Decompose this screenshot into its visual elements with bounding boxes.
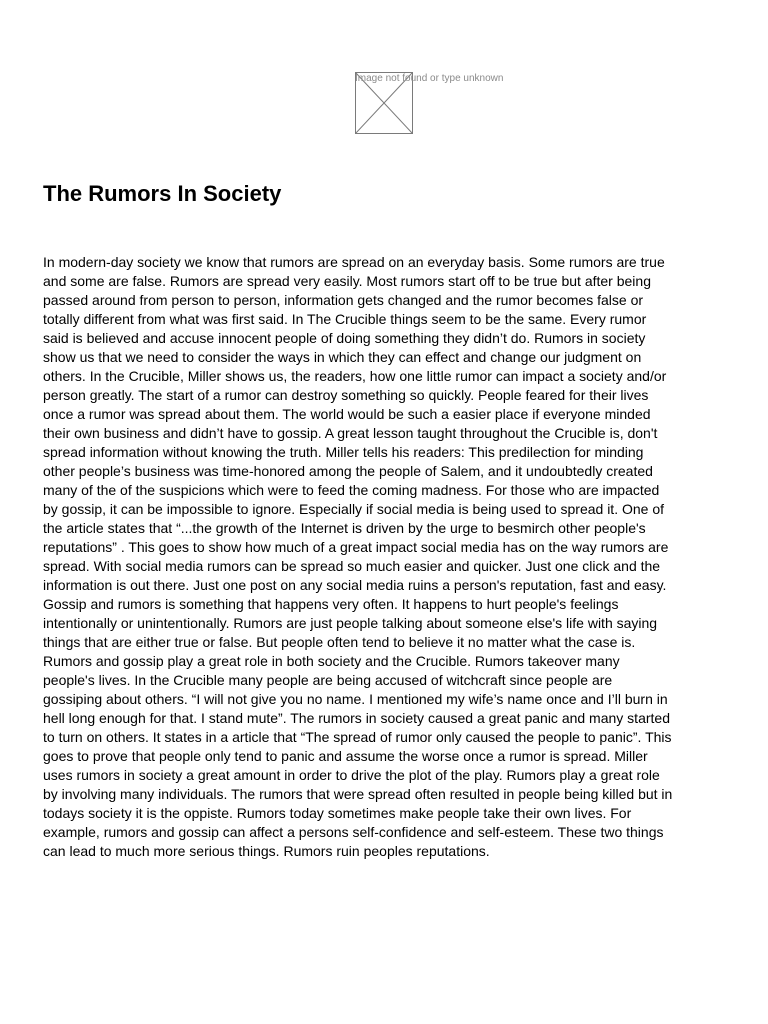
essay-line: goes to prove that people only tend to panic and assume the worse once a rumor is spread. Miller — [43, 748, 648, 764]
essay-line: totally different from what was first said. In The Crucible things seem to be the same. Every rumor — [43, 311, 647, 327]
essay-body — [43, 253, 733, 861]
essay-line: can lead to much more serious things. Rumors ruin peoples reputations. — [43, 843, 490, 859]
essay-line: Gossip and rumors is something that happens very often. It happens to hurt people's feelings — [43, 596, 619, 612]
essay-line: others. In the Crucible, Miller shows us, the readers, how one little rumor can impact a society and/or — [43, 368, 667, 384]
essay-line: information is out there. Just one post on any social media ruins a person's reputation, fast and easy. — [43, 577, 667, 593]
essay-line: intentionally or unintentionally. Rumors are just people talking about someone else's life with saying — [43, 615, 658, 631]
essay-line: gossiping about others. “I will not give you no name. I mentioned my wife’s name once and I’ll burn in — [43, 691, 668, 707]
essay-line: passed around from person to person, information gets changed and the rumor becomes false or — [43, 292, 644, 308]
essay-line: show us that we need to consider the ways in which they can effect and change our judgment on — [43, 349, 642, 365]
essay-line: spread. With social media rumors can be spread so much easier and quicker. Just one click and the — [43, 558, 661, 574]
essay-line: reputations” . This goes to show how much of a great impact social media has on the way rumors are — [43, 539, 669, 555]
essay-line: example, rumors and gossip can affect a persons self-confidence and self-esteem. These two things — [43, 824, 664, 840]
essay-line: by gossip, it can be impossible to ignore. Especially if social media is being used to spread it. One of — [43, 501, 664, 517]
essay-line: other people’s business was time-honored among the people of Salem, and it undoubtedly created — [43, 463, 653, 479]
image-alt-text: Image not found or type unknown — [355, 73, 504, 84]
essay-line: their own business and didn’t have to gossip. A great lesson taught throughout the Crucible is, don't — [43, 425, 658, 441]
essay-line: things that are either true or false. But people often tend to believe it no matter what the case is. — [43, 634, 636, 650]
essay-line: to turn on others. It states in a article that “The spread of rumor only caused the people to panic”. This — [43, 729, 672, 745]
essay-line: people's lives. In the Crucible many people are being accused of witchcraft since people are — [43, 672, 613, 688]
essay-line: said is believed and accuse innocent people of doing something they didn’t do. Rumors in society — [43, 330, 646, 346]
essay-line: Rumors and gossip play a great role in both society and the Crucible. Rumors takeover many — [43, 653, 620, 669]
document-title: The Rumors In Society — [43, 181, 282, 206]
essay-line: and some are false. Rumors are spread very easily. Most rumors start off to be true but after being — [43, 273, 651, 289]
broken-image-placeholder — [355, 72, 504, 134]
essay-line: uses rumors in society a great amount in order to drive the plot of the play. Rumors play a great role — [43, 767, 660, 783]
essay-line: todays society it is the oppiste. Rumors today sometimes make people take their own lives. For — [43, 805, 632, 821]
essay-line: In modern-day society we know that rumors are spread on an everyday basis. Some rumors are true — [43, 254, 665, 270]
essay-line: hell long enough for that. I stand mute”. The rumors in society caused a great panic and many started — [43, 710, 670, 726]
essay-line: many of the of the suspicions which were to feed the coming madness. For those who are impacted — [43, 482, 660, 498]
essay-line: person greatly. The start of a rumor can destroy something so quickly. People feared for their lives — [43, 387, 649, 403]
essay-line: once a rumor was spread about them. The world would be such a easier place if everyone minded — [43, 406, 651, 422]
essay-line: spread information without knowing the truth. Miller tells his readers: This predilection for minding — [43, 444, 644, 460]
essay-line: by involving many individuals. The rumors that were spread often resulted in people being killed but in — [43, 786, 673, 802]
essay-line: the article states that “...the growth of the Internet is driven by the urge to besmirch other people's — [43, 520, 646, 536]
